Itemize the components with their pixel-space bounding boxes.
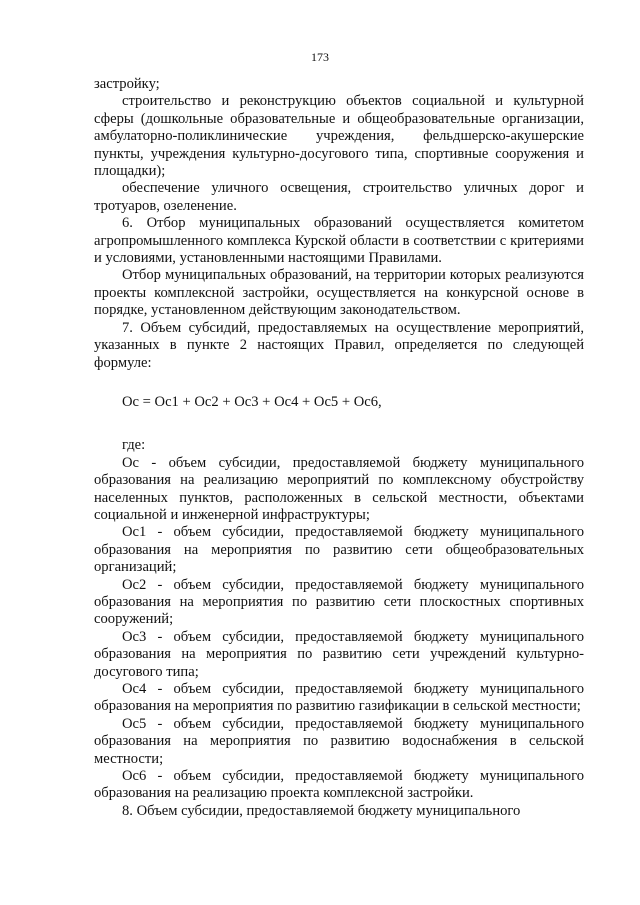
definition-item: Ос2 - объем субсидии, предоставляемой бюджету муниципального образования на мероприятия по развитию сети плоскостных спортивных сооружений;: [94, 576, 584, 628]
definition-item: Ос5 - объем субсидии, предоставляемой бюджету муниципального образования на мероприятия по развитию водоснабжения в сельской местности;: [94, 715, 584, 767]
paragraph: обеспечение уличного освещения, строительство уличных дорог и тротуаров, озеленение.: [94, 180, 584, 214]
paragraph: строительство и реконструкцию объектов социальной и культурной сферы (дошкольные образовательные и общеобразовательные организации, амбулаторно-поликлинические учреждения, фельдшерско-акушерские пункты, учреждения культурно-досугового типа, спортивные сооружения и площадки);: [94, 93, 584, 180]
paragraph: 6. Отбор муниципальных образований осуществляется комитетом агропромышленного комплекса Курской области в соответствии с критериями и условиями, установленными настоящими Правилами.: [94, 215, 584, 267]
paragraph: 8. Объем субсидии, предоставляемой бюджету муниципального: [122, 802, 521, 819]
paragraph: застройку;: [94, 76, 160, 92]
formula: Ос = Ос1 + Ос2 + Ос3 + Ос4 + Ос5 + Ос6,: [122, 393, 382, 410]
definition-intro: где:: [122, 437, 146, 454]
document-body: [94, 76, 584, 820]
definition-item: Ос4 - объем субсидии, предоставляемой бюджету муниципального образования на мероприятия по развитию газификации в сельской местности;: [94, 681, 584, 715]
paragraph: Отбор муниципальных образований, на территории которых реализуются проекты комплексной застройки, осуществляется на конкурсной основе в порядке, установленном действующим законодательством.: [94, 267, 584, 319]
definition-item: Ос1 - объем субсидии, предоставляемой бюджету муниципального образования на мероприятия по развитию сети общеобразовательных организаций;: [94, 524, 584, 576]
definition-item: Ос - объем субсидии, предоставляемой бюджету муниципального образования на реализацию мероприятий по комплексному обустройству населенных пунктов, расположенных в сельской местности, объектами социальной и инженерной инфраструктуры;: [94, 454, 584, 523]
definition-item: Ос6 - объем субсидии, предоставляемой бюджету муниципального образования на реализацию проекта комплексной застройки.: [94, 768, 584, 802]
definition-item: Ос3 - объем субсидии, предоставляемой бюджету муниципального образования на мероприятия по развитию сети учреждений культурно-досугового типа;: [94, 628, 584, 680]
page-number: 173: [311, 50, 329, 64]
paragraph: 7. Объем субсидий, предоставляемых на осуществление мероприятий, указанных в пункте 2 настоящих Правил, определяется по следующей формуле:: [94, 319, 584, 371]
